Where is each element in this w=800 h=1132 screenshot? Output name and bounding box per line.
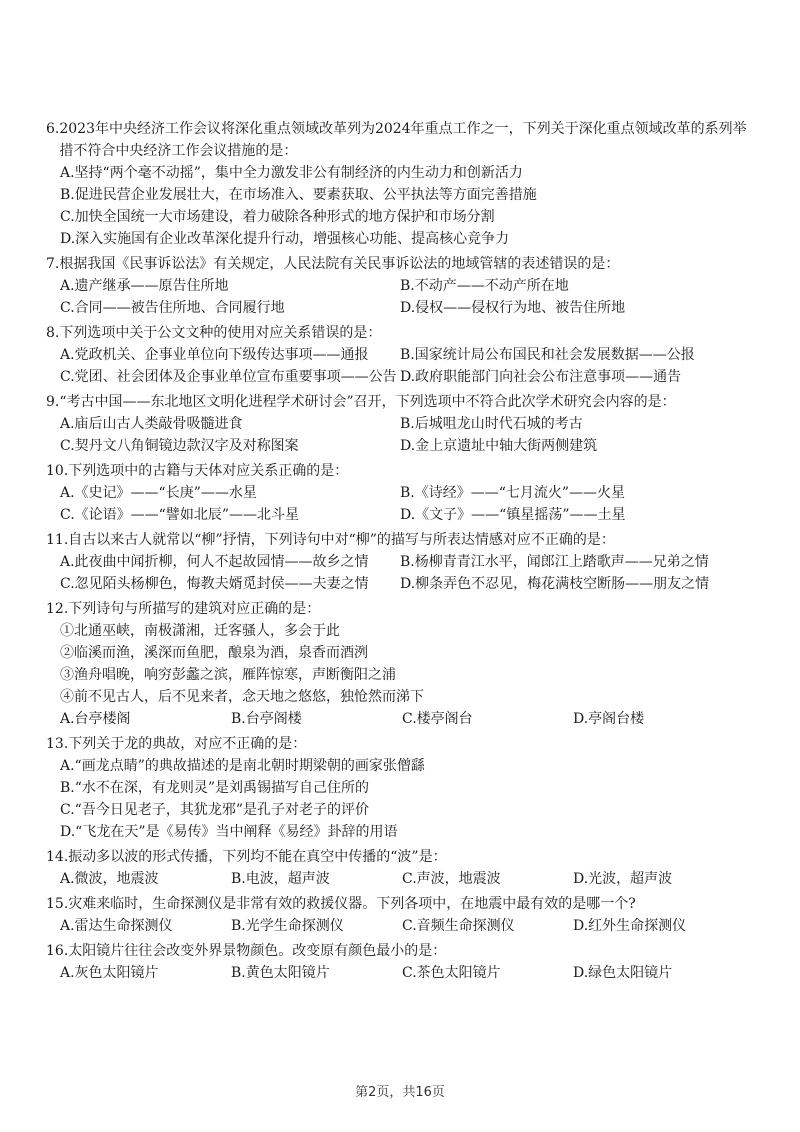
option-c: C.音频生命探测仪 <box>402 918 515 934</box>
question-text: 2023年中央经济工作会议将深化重点领域改革列为2024年重点工作之一，下列关于深化重点领域改革的系列举措不符合中央经济工作会议措施的是： <box>59 121 747 159</box>
question-number: 12. <box>46 601 69 617</box>
question-text: “考古中国——东北地区文明化进程学术研讨会”召开，下列选项中不符合此次学术研究会内容的是： <box>59 394 676 410</box>
option-a: A.庙后山古人类敲骨吸髓进食 <box>60 416 243 432</box>
option-b: B.国家统计局公布国民和社会发展数据——公报 <box>400 347 695 363</box>
page-footer: 第2页，共16页 <box>355 1085 445 1100</box>
poem-line: ④前不见古人，后不见来者，念天地之悠悠，独怆然而涕下 <box>60 689 424 705</box>
poem-line: ③渔舟唱晚，响穷彭蠡之滨，雁阵惊寒，声断衡阳之浦 <box>60 667 396 683</box>
poem-line: ②临溪而渔，溪深而鱼肥，酿泉为酒，泉香而酒洌 <box>60 645 368 661</box>
question-10 <box>0 460 800 526</box>
question-text: 太阳镜片往往会改变外界景物颜色。改变原有颜色最小的是： <box>68 943 447 959</box>
question-text: 灾难来临时，生命探测仪是非常有效的救援仪器。下列各项中，在地震中最有效的是哪一个? <box>68 896 636 912</box>
options <box>0 162 800 250</box>
option-b: B.《诗经》——“七月流火”——火星 <box>400 485 626 501</box>
options <box>0 275 800 319</box>
option-b: B.不动产——不动产所在地 <box>400 278 569 294</box>
option-b: B.光学生命探测仪 <box>231 918 344 934</box>
options <box>0 551 800 595</box>
poem-line: ①北通巫峡，南极潇湘，迁客骚人，多会于此 <box>60 623 340 639</box>
question-text: 下列选项中关于公文文种的使用对应关系错误的是： <box>59 325 382 341</box>
option-d: D.柳条弄色不忍见，梅花满枝空断肠——朋友之情 <box>400 576 710 592</box>
question-text: 下列关于龙的典故，对应不正确的是： <box>68 736 307 752</box>
exam-page <box>0 118 800 984</box>
option-d: D.光波，超声波 <box>573 871 673 887</box>
question-11 <box>0 529 800 595</box>
option-b: B.促进民营企业发展壮大，在市场准入、要素获取、公平执法等方面完善措施 <box>60 187 537 203</box>
question-stem <box>0 598 800 620</box>
option-d: D.政府职能部门向社会公布注意事项——通告 <box>400 369 682 385</box>
options <box>0 962 800 984</box>
question-number: 10. <box>46 463 69 479</box>
options <box>0 868 800 890</box>
option-a: A.此夜曲中闻折柳，何人不起故园情——故乡之情 <box>60 554 369 570</box>
option-d: D.《文子》——“镇星摇荡”——土星 <box>400 507 626 523</box>
question-16 <box>0 940 800 984</box>
options <box>0 413 800 457</box>
option-a: A.雷达生命探测仪 <box>60 918 173 934</box>
option-c: C.契丹文八角铜镜边款汉字及对称图案 <box>60 438 299 454</box>
question-stem <box>0 733 800 755</box>
options <box>0 344 800 388</box>
question-15 <box>0 893 800 937</box>
question-number: 15. <box>46 896 69 912</box>
option-c: C.楼亭阁台 <box>402 711 473 727</box>
question-number: 6. <box>46 121 60 137</box>
question-number: 7. <box>46 256 60 272</box>
question-7 <box>0 253 800 319</box>
options <box>0 708 800 730</box>
question-stem <box>0 893 800 915</box>
option-a: A.《史记》——“长庚”——水星 <box>60 485 257 501</box>
option-b: B.黄色太阳镜片 <box>231 965 330 981</box>
question-stem <box>0 322 800 344</box>
question-12 <box>0 598 800 730</box>
option-a: A.坚持“两个毫不动摇”，集中全力激发非公有制经济的内生动力和创新活力 <box>60 165 523 181</box>
option-d: D.深入实施国有企业改革深化提升行动，增强核心功能、提高核心竞争力 <box>60 231 510 247</box>
option-c: C.茶色太阳镜片 <box>402 965 501 981</box>
option-a: A.微波，地震波 <box>60 871 159 887</box>
option-d: D.绿色太阳镜片 <box>573 965 673 981</box>
question-text: 振动多以波的形式传播，下列均不能在真空中传播的“波”是： <box>68 849 447 865</box>
question-number: 16. <box>46 943 69 959</box>
question-8 <box>0 322 800 388</box>
option-c: C.党团、社会团体及企事业单位宣布重要事项——公告 <box>60 369 397 385</box>
option-a: A.“画龙点睛”的典故描述的是南北朝时期梁朝的画家张僧繇 <box>60 758 425 774</box>
question-14 <box>0 846 800 890</box>
option-c: C.忽见陌头杨柳色，悔教夫婿觅封侯——夫妻之情 <box>60 576 369 592</box>
question-stem <box>0 391 800 413</box>
option-c: C.《论语》——“譬如北辰”——北斗星 <box>60 507 299 523</box>
options <box>0 915 800 937</box>
option-c: C.加快全国统一大市场建设，着力破除各种形式的地方保护和市场分割 <box>60 209 495 225</box>
option-b: B.杨柳青青江水平，闻郎江上踏歌声——兄弟之情 <box>400 554 709 570</box>
option-d: D.侵权——侵权行为地、被告住所地 <box>400 300 626 316</box>
option-d: D.金上京遗址中轴大街两侧建筑 <box>400 438 598 454</box>
option-a: A.灰色太阳镜片 <box>60 965 159 981</box>
option-b: B.台亭阁楼 <box>231 711 302 727</box>
question-number: 13. <box>46 736 69 752</box>
option-b: B.“水不在深，有龙则灵”是刘禹锡描写自己住所的 <box>60 780 370 796</box>
poem-lines <box>0 620 800 708</box>
options <box>0 482 800 526</box>
option-a: A.党政机关、企事业单位向下级传达事项——通报 <box>60 347 369 363</box>
question-stem <box>0 118 800 162</box>
option-d: D.红外生命探测仪 <box>573 918 687 934</box>
question-9 <box>0 391 800 457</box>
option-d: D.“飞龙在天”是《易传》当中阐释《易经》卦辞的用语 <box>60 824 398 840</box>
question-number: 9. <box>46 394 60 410</box>
option-c: C.声波，地震波 <box>402 871 501 887</box>
question-text: 下列选项中的古籍与天体对应关系正确的是： <box>68 463 349 479</box>
option-c: C.“吾今日见老子，其犹龙邪”是孔子对老子的评价 <box>60 802 369 818</box>
options <box>0 755 800 843</box>
option-c: C.合同——被告住所地、合同履行地 <box>60 300 285 316</box>
question-13 <box>0 733 800 843</box>
question-6 <box>0 118 800 250</box>
question-stem <box>0 253 800 275</box>
option-b: B.后城咀龙山时代石城的考古 <box>400 416 583 432</box>
question-text: 根据我国《民事诉讼法》有关规定，人民法院有关民事诉讼法的地域管辖的表述错误的是： <box>59 256 620 272</box>
question-stem <box>0 846 800 868</box>
question-stem <box>0 529 800 551</box>
question-stem <box>0 460 800 482</box>
option-a: A.遗产继承——原告住所地 <box>60 278 229 294</box>
question-number: 14. <box>46 849 69 865</box>
option-a: A.台亭楼阁 <box>60 711 131 727</box>
option-d: D.亭阁台楼 <box>573 711 645 727</box>
question-number: 11. <box>46 532 69 548</box>
question-text: 自古以来古人就常以“柳”抒情，下列诗句中对“柳”的描写与所表达情感对应不正确的是： <box>68 532 615 548</box>
question-stem <box>0 940 800 962</box>
question-number: 8. <box>46 325 60 341</box>
option-b: B.电波，超声波 <box>231 871 330 887</box>
question-text: 下列诗句与所描写的建筑对应正确的是： <box>68 601 321 617</box>
